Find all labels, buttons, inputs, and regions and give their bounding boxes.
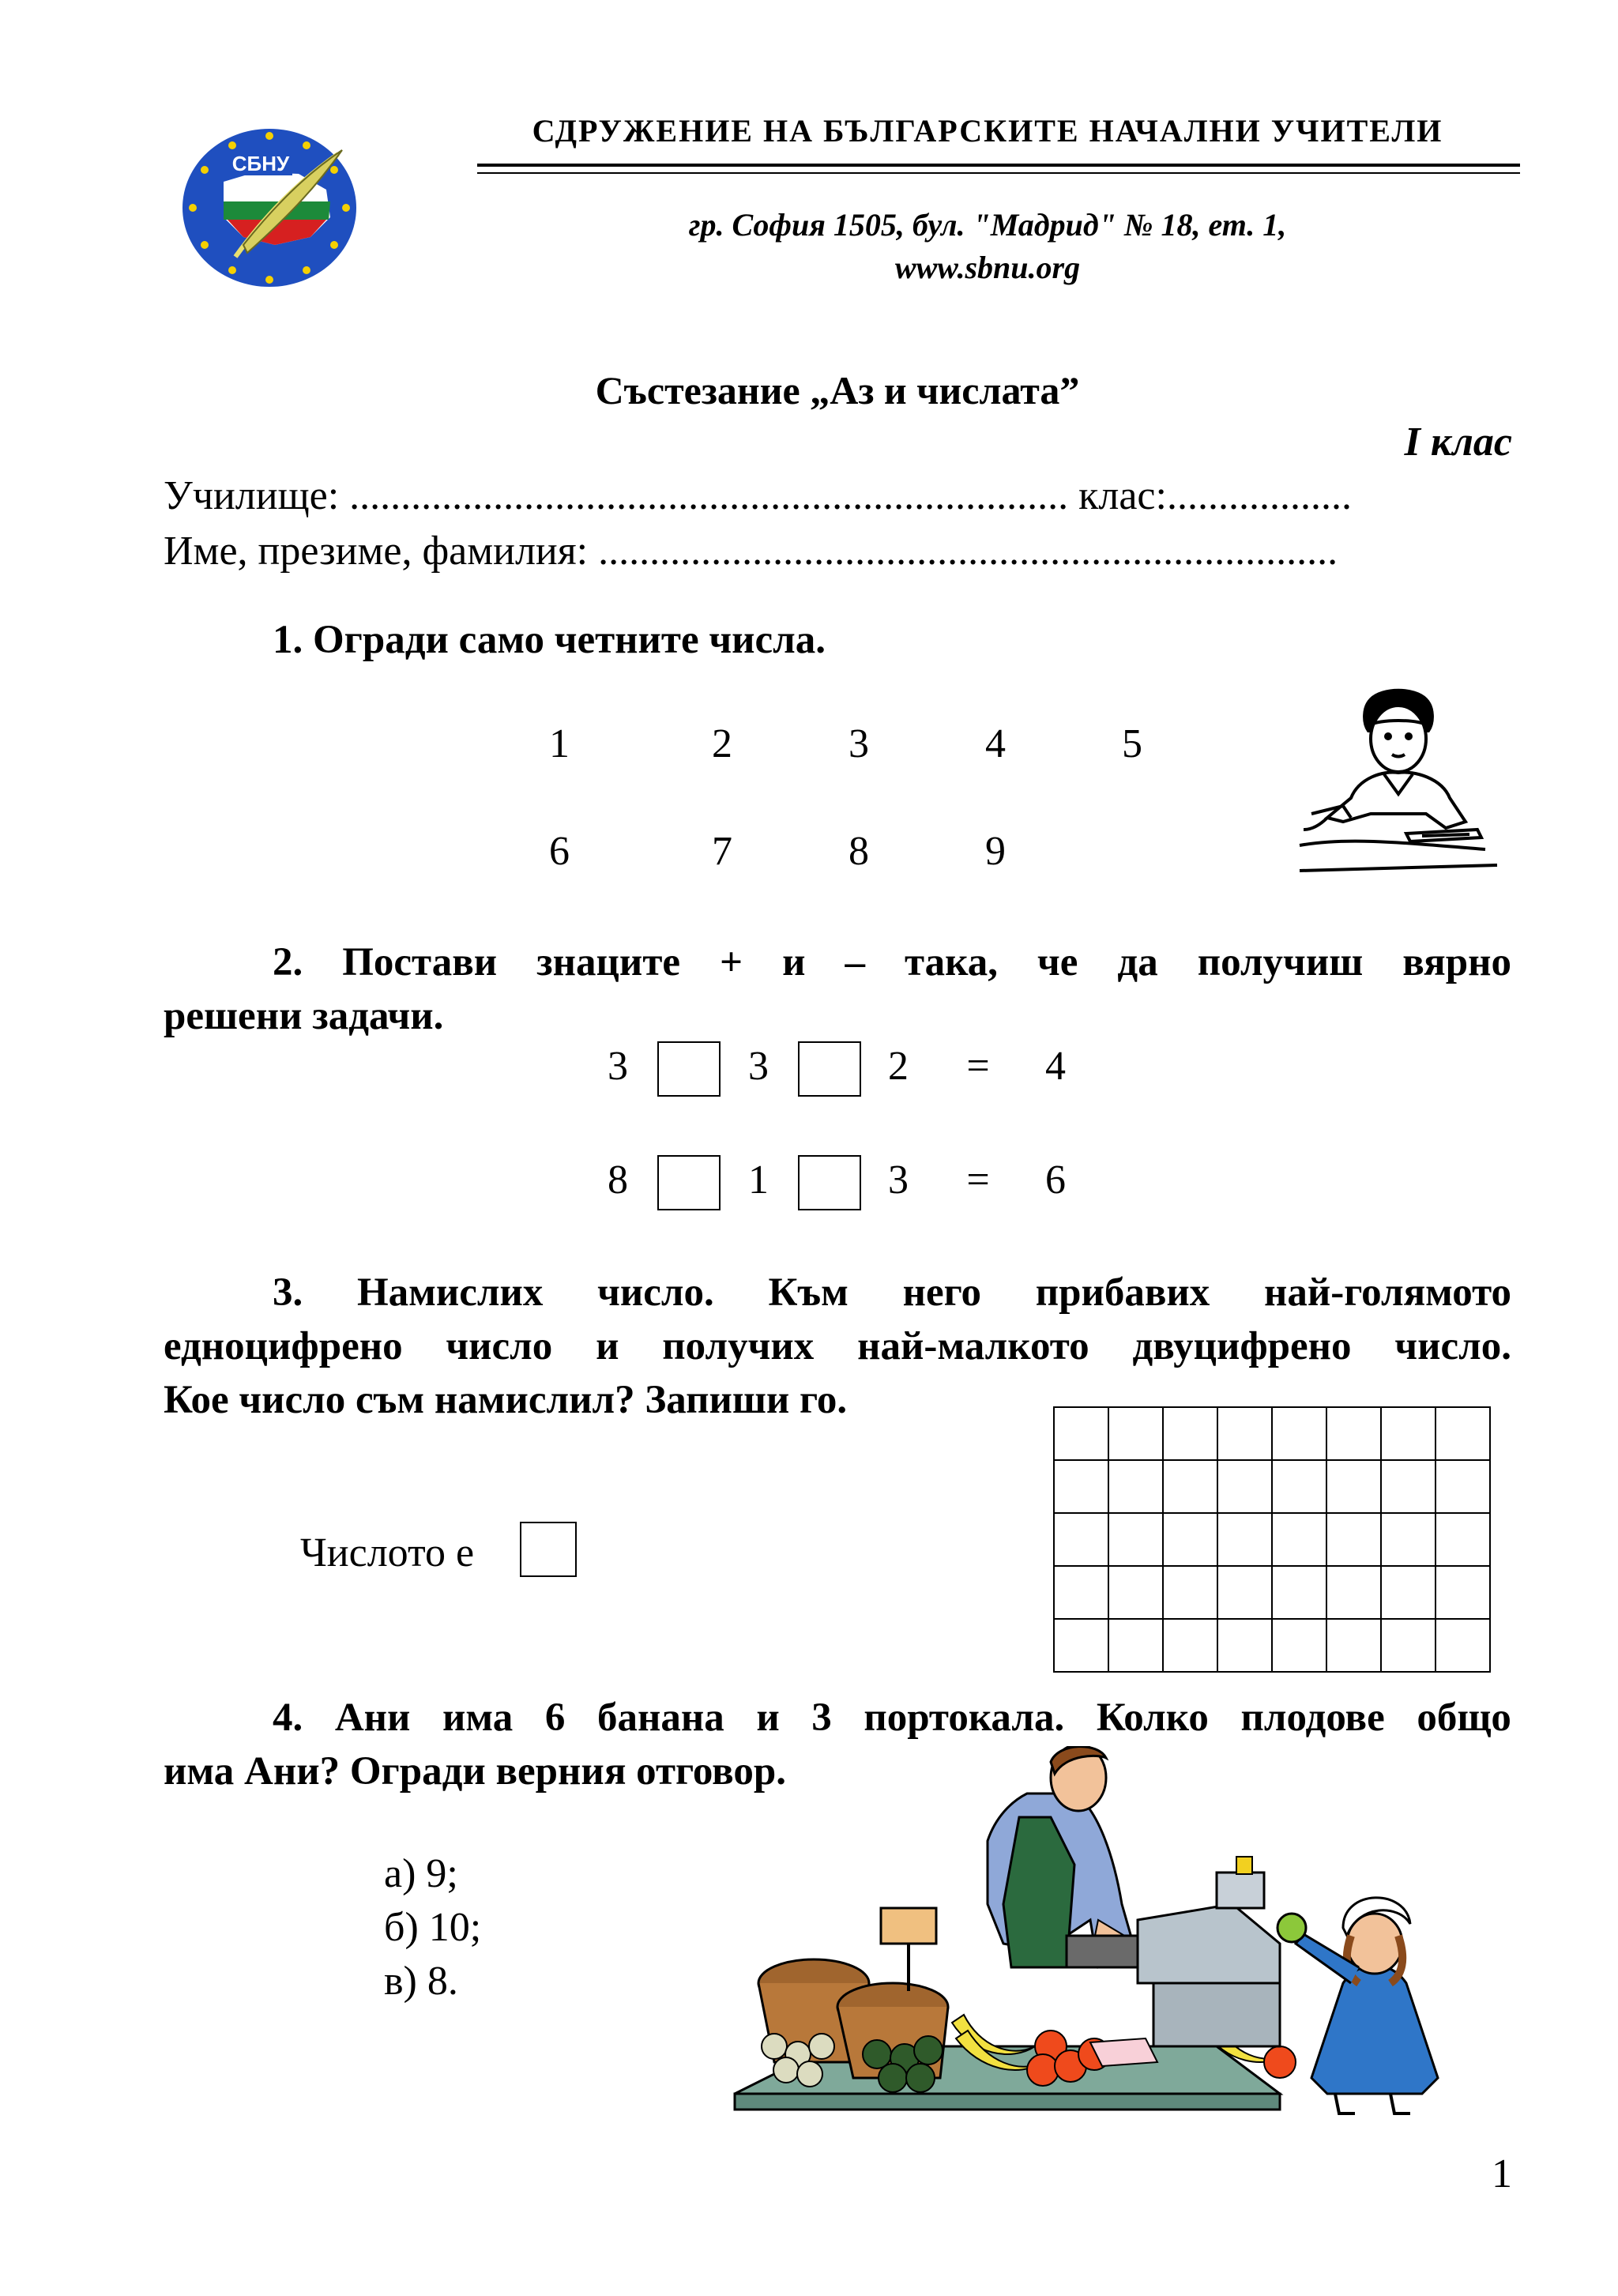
task1-number: 9 — [985, 829, 1006, 874]
word: и — [782, 940, 806, 984]
eq1-sign-box[interactable] — [657, 1041, 721, 1097]
market-illustration — [727, 1746, 1469, 2117]
header-rule — [477, 164, 1520, 167]
task3-line2 — [164, 1319, 1511, 1373]
logo — [180, 126, 359, 289]
answer-label: Числото е — [300, 1530, 475, 1575]
word: общо — [1417, 1696, 1511, 1740]
word: най-малкото — [857, 1324, 1089, 1368]
task1-number: 6 — [549, 829, 570, 874]
task2-line1 — [164, 935, 1511, 989]
task4-line2: има Ани? Огради верния отговор. — [164, 1749, 786, 1794]
task1-text: 1. Огради само четните числа. — [273, 618, 826, 662]
eq1-result: 4 — [1045, 1044, 1066, 1089]
word: – — [845, 940, 865, 984]
eq2-result: 6 — [1045, 1157, 1066, 1203]
fruit-stand-icon — [727, 1746, 1469, 2117]
eq2-operand: 1 — [748, 1157, 769, 1203]
eq1-equals: = — [966, 1044, 990, 1089]
eq2-sign-box[interactable] — [657, 1155, 721, 1210]
eq1-operand: 2 — [888, 1044, 909, 1089]
option-c[interactable]: в) 8. — [384, 1959, 458, 2004]
grade-label: I клас — [1404, 420, 1512, 465]
word: Постави — [342, 940, 498, 984]
word: едноцифрено — [164, 1324, 403, 1368]
task3-line1 — [164, 1266, 1511, 1319]
task1-number: 8 — [849, 829, 869, 874]
school-field: Училище: ...................................................................... клас:.................. — [164, 473, 1352, 518]
name-field: Име, презиме, фамилия: ........................................................................ — [164, 529, 1338, 574]
word: Намислих — [356, 1270, 544, 1315]
task1-number: 2 — [712, 721, 732, 766]
address — [553, 204, 1422, 289]
word: число — [446, 1324, 553, 1368]
word: да — [1117, 940, 1158, 984]
word: 2. — [273, 940, 303, 984]
word: 3 — [811, 1696, 832, 1740]
word: Ани — [334, 1696, 411, 1740]
address-line: гр. София 1505, бул. "Мадрид" № 18, ет. 1, — [688, 207, 1287, 243]
svg-text:СБНУ: СБНУ — [231, 152, 290, 175]
task1-number: 4 — [985, 721, 1006, 766]
task1-number: 7 — [712, 829, 732, 874]
answer-box[interactable] — [520, 1522, 577, 1577]
eq1-sign-box[interactable] — [798, 1041, 861, 1097]
eq2-sign-box[interactable] — [798, 1155, 861, 1210]
word: портокала. — [864, 1696, 1065, 1740]
word: двуцифрено — [1132, 1324, 1352, 1368]
task3-line3: Кое число съм намислил? Запиши го. — [164, 1378, 848, 1422]
task1-number: 3 — [849, 721, 869, 766]
boy-writing-illustration — [1296, 687, 1501, 877]
header-rule-thin — [477, 172, 1520, 174]
word: че — [1037, 940, 1078, 984]
page-number: 1 — [1492, 2151, 1512, 2196]
option-a[interactable]: а) 9; — [384, 1851, 458, 1896]
task2-line2: решени задачи. — [164, 994, 444, 1038]
word: най-голямото — [1264, 1270, 1511, 1315]
word: вярно — [1402, 940, 1511, 984]
work-grid[interactable] — [1053, 1406, 1491, 1673]
task4-line1 — [164, 1691, 1511, 1745]
word: 3. — [273, 1270, 303, 1315]
eq2-equals: = — [966, 1157, 990, 1203]
eq1-operand: 3 — [748, 1044, 769, 1089]
page-title: Състезание „Аз и числата” — [595, 368, 1080, 412]
sbnu-logo-icon — [180, 126, 359, 289]
word: число. — [1394, 1324, 1511, 1368]
word: и — [596, 1324, 619, 1368]
word: + — [720, 940, 743, 984]
word: Колко — [1096, 1696, 1209, 1740]
word: и — [756, 1696, 780, 1740]
word: така, — [904, 940, 999, 984]
word: получиш — [1197, 940, 1364, 984]
eq2-operand: 3 — [888, 1157, 909, 1203]
word: него — [902, 1270, 982, 1315]
word: прибавих — [1035, 1270, 1210, 1315]
word: число. — [597, 1270, 714, 1315]
word: 6 — [544, 1696, 566, 1740]
word: Към — [768, 1270, 849, 1315]
word: 4. — [273, 1696, 303, 1740]
boy-writing-icon — [1296, 687, 1501, 877]
word: получих — [662, 1324, 815, 1368]
word: плодове — [1240, 1696, 1385, 1740]
task1-number: 5 — [1122, 721, 1142, 766]
website: www.sbnu.org — [894, 250, 1081, 285]
organization-name: СДРУЖЕНИЕ НА БЪЛГАРСКИТЕ НАЧАЛНИ УЧИТЕЛИ — [532, 113, 1443, 149]
eq2-operand: 8 — [608, 1157, 628, 1203]
task1-number: 1 — [549, 721, 570, 766]
word: банана — [596, 1696, 724, 1740]
eq1-operand: 3 — [608, 1044, 628, 1089]
word: има — [442, 1696, 514, 1740]
word: знаците — [536, 940, 681, 984]
option-b[interactable]: б) 10; — [384, 1905, 482, 1950]
